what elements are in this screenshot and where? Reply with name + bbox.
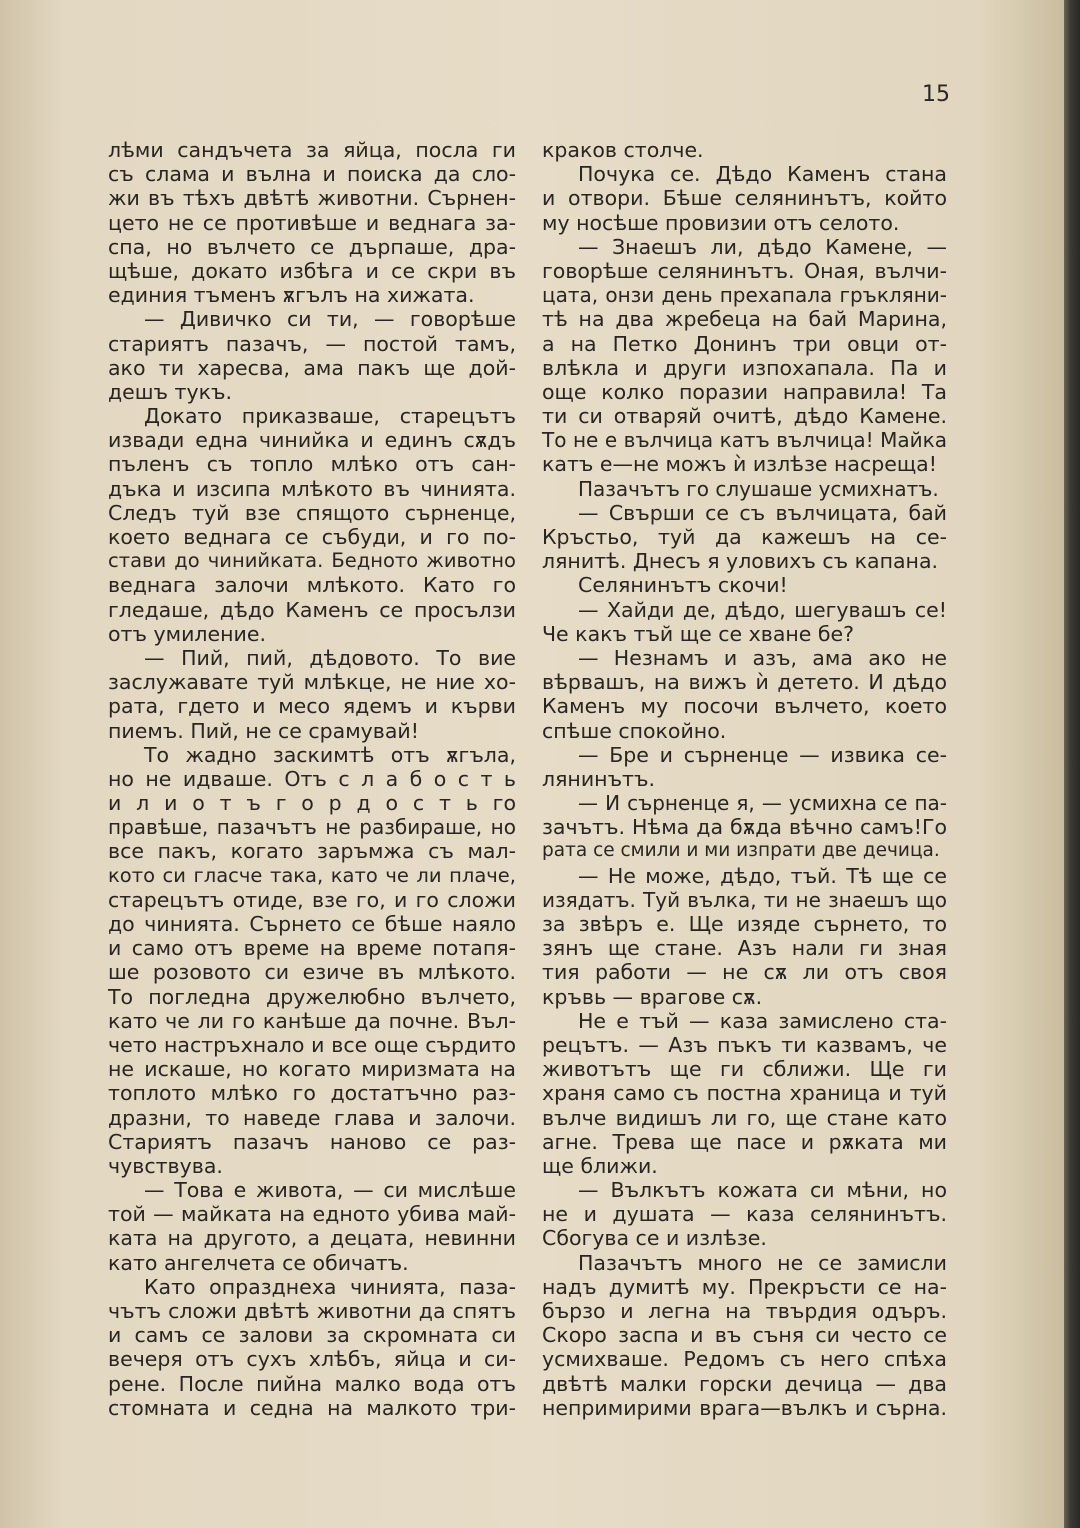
text-line: топлото млѣко го достатъчно раз- <box>108 1081 516 1106</box>
text-line: Стариятъ пазачъ наново се раз- <box>108 1129 516 1154</box>
text-line: цата, онзи день прехапала гръкляни- <box>542 283 947 308</box>
text-line: щѣше, докато избѣга и се скри въ <box>108 258 516 283</box>
text-line: рата, гдето и месо ядемъ и кърви <box>108 694 516 719</box>
text-line: говорѣше селянинътъ. Оная, вълчи- <box>542 258 947 283</box>
text-line: Че какъ тъй ще се хване бе? <box>542 621 855 646</box>
text-line: и л и о т ъ г о р д о с т ь го <box>108 791 516 816</box>
text-line: То жадно заскимтѣ отъ ѫгъла, <box>144 742 516 767</box>
text-line: стариятъ пазачъ, — постой тамъ, <box>108 331 516 356</box>
text-line: все пакъ, когато заръмжа съ мал- <box>108 839 516 864</box>
text-line: изядатъ. Туй вълка, ти не знаешъ що <box>542 887 947 912</box>
text-line: дразни, то наведе глава и залочи. <box>108 1105 516 1130</box>
text-line: агне. Трева ще пасе и рѫката ми <box>542 1129 947 1154</box>
text-line: То погледна дружелюбно вълчето, <box>108 984 516 1009</box>
text-line: жи въ тѣхъ двѣтѣ животни. Сърнен- <box>108 186 516 211</box>
text-line: Пазачътъ го слушаше усмихнатъ. <box>578 476 939 501</box>
text-line: ако ти харесва, ама пакъ ще дой- <box>108 355 516 380</box>
text-line: — Знаешъ ли, дѣдо Камене, — <box>578 234 947 259</box>
text-line: чувствува. <box>108 1153 223 1178</box>
text-line: рецътъ. — Азъ пъкъ ти казвамъ, че <box>542 1032 947 1057</box>
text-line: Кръстьо, туй да кажешъ на се- <box>542 525 947 549</box>
text-line: за звѣръ е. Ще изяде сърнето, то <box>542 912 947 936</box>
text-line: спѣше спокойно. <box>542 718 727 743</box>
text-line: чътъ сложи двѣтѣ животни да спятъ <box>108 1299 516 1323</box>
text-line: непримирими врага—вълкъ и сърна. <box>542 1395 947 1420</box>
text-line: — Не може, дѣдо, тъй. Тѣ ще се <box>578 863 947 888</box>
text-line: съ слама и вълна и поиска да сло- <box>108 162 516 187</box>
text-line: и само отъ време на време потапя- <box>108 936 516 961</box>
text-line: пиемъ. Пий, не се срамувай! <box>108 718 419 743</box>
text-line: ката на другото, а децата, невинни <box>108 1226 516 1251</box>
text-line: веднага залочи млѣкото. Като го <box>108 573 516 598</box>
text-line: ще ближи. <box>542 1153 658 1178</box>
book-binding-edge <box>1064 0 1080 1528</box>
text-line: животътъ ще ги сближи. Ще ги <box>542 1057 947 1082</box>
text-line: вѣрвашъ, на вижъ ѝ детето. И дѣдо <box>542 670 947 695</box>
text-line: храня само съ постна храница и туй <box>542 1081 947 1106</box>
text-line: катъ е—не можъ ѝ излѣзе насреща! <box>542 452 937 477</box>
text-line: правѣше, пазачътъ не разбираше, но <box>108 815 516 840</box>
text-line: и отвори. Бѣше селянинътъ, който <box>542 186 947 211</box>
text-line: единия тъменъ ѫгълъ на хижата. <box>108 283 475 308</box>
text-line: не искаше, но когато миризмата на <box>108 1057 516 1082</box>
text-line: гледаше, дѣдо Каменъ се просълзи <box>108 597 516 622</box>
text-line: до чинията. Сърнето се бѣше наяло <box>108 912 516 936</box>
text-line: лѣми сандъчета за яйца, посла ги <box>108 138 516 162</box>
text-line: лянитѣ. Днесъ я уловихъ съ капана. <box>542 549 939 574</box>
text-line: вълче видишъ ли го, ще стане като <box>542 1105 947 1130</box>
text-line: — Свърши се съ вълчицата, бай <box>578 500 947 525</box>
page-number: 15 <box>922 82 950 107</box>
text-line: То не е вълчица катъ вълчица! Майка <box>542 428 947 453</box>
text-line: Скоро заспа и въ съня си често се <box>542 1323 947 1348</box>
text-line: рене. После пийна малко вода отъ <box>108 1371 516 1396</box>
text-line: влѣкла и други изпохапала. Па и <box>542 355 947 380</box>
text-line: старецътъ отиде, взе го, и го сложи <box>108 887 516 912</box>
text-line: стави до чинийката. Бедното животно <box>108 549 516 573</box>
text-line: което веднага се събуди, и го по- <box>108 525 516 549</box>
text-line: тѣ на два жребеца на бай Марина, <box>542 307 947 332</box>
text-line: тия работи — не сѫ ли отъ своя <box>542 960 947 985</box>
text-line: му носѣше провизии отъ селото. <box>542 210 900 235</box>
text-line: цето не се противѣше и веднага за- <box>108 210 516 235</box>
text-line: Следъ туй взе спящото сърненце, <box>108 500 516 525</box>
text-line: кото си гласче така, като че ли плаче, <box>108 863 516 887</box>
right-text-column <box>542 138 947 1420</box>
text-line: кръвь — врагове сѫ. <box>542 984 763 1009</box>
text-line: чето настръхнало и все още сърдито <box>108 1032 516 1057</box>
text-line: извади една чинийка и единъ сѫдъ <box>108 428 516 453</box>
text-line: усмихваше. Редомъ съ него спѣха <box>542 1347 947 1372</box>
text-line: — Незнамъ и азъ, ама ако не <box>578 645 947 670</box>
text-line: — Хайди де, дѣдо, шегувашъ се! <box>578 597 947 622</box>
text-line: отъ умиление. <box>108 621 266 646</box>
text-line: той — майката на едното убива май- <box>108 1202 516 1227</box>
text-line: като че ли го канѣше да почне. Въл- <box>108 1008 516 1033</box>
text-line: зачътъ. Нѣма да бѫда вѣчно самъ!Го <box>542 815 947 840</box>
text-line: — Бре и сърненце — извика се- <box>578 742 947 767</box>
text-line: рата се смили и ми изпрати две дечица. <box>542 840 940 862</box>
text-line: Като опразднеха чинията, паза- <box>144 1274 516 1299</box>
text-line: Селянинътъ скочи! <box>578 573 788 598</box>
text-line: Пазачътъ много не се замисли <box>578 1250 947 1275</box>
text-line: — И сърненце я, — усмихна се па- <box>578 791 947 816</box>
text-line: а на Петко Донинъ три овци от- <box>542 331 947 356</box>
text-line: и самъ се залови за скромната си <box>108 1323 516 1348</box>
text-line: Докато приказваше, старецътъ <box>144 404 516 429</box>
text-line: ше розовото си езиче въ млѣкото. <box>108 960 516 985</box>
text-line: Не е тъй — каза замислено ста- <box>578 1008 947 1033</box>
text-line: — Вълкътъ кожата си мѣни, но <box>578 1178 947 1203</box>
text-line: Каменъ му посочи вълчето, което <box>542 694 947 719</box>
text-line: не и душата — каза селянинътъ. <box>542 1202 947 1227</box>
text-line: дешъ тукъ. <box>108 379 233 404</box>
text-line: краков столче. <box>542 138 704 162</box>
text-line: бързо и легна на твърдия одъръ. <box>542 1299 947 1323</box>
text-line: надъ думитѣ му. Прекръсти се на- <box>542 1274 947 1299</box>
text-line: двѣтѣ малки горски дечица — два <box>542 1371 947 1396</box>
text-line: спа, но вълчето се дърпаше, дра- <box>108 234 516 259</box>
text-line: стомната и седна на малкото три- <box>108 1395 516 1420</box>
text-line: — Пий, пий, дѣдовото. То вие <box>144 645 516 670</box>
text-line: като ангелчета се обичатъ. <box>108 1250 409 1275</box>
text-line: Почука се. Дѣдо Каменъ стана <box>578 162 947 187</box>
left-text-column <box>108 138 516 1420</box>
text-line: дъка и изсипа млѣкото въ чинията. <box>108 476 516 501</box>
text-line: ти си отваряй очитѣ, дѣдо Камене. <box>542 404 947 429</box>
text-line: лянинътъ. <box>542 766 655 791</box>
text-line: пъленъ съ топло млѣко отъ сан- <box>108 452 516 477</box>
text-line: заслужавате туй млѣкце, не ние хо- <box>108 670 516 695</box>
text-line: Сбогува се и излѣзе. <box>542 1226 767 1251</box>
text-line: още колко поразии направила! Та <box>542 379 947 404</box>
text-line: зянъ ще стане. Азъ нали ги зная <box>542 936 947 961</box>
text-line: — Дивичко си ти, — говорѣше <box>144 307 516 332</box>
text-line: — Това е живота, — си мислѣше <box>144 1178 516 1203</box>
text-line: вечеря отъ сухъ хлѣбъ, яйца и си- <box>108 1347 516 1372</box>
text-line: но не идваше. Отъ с л а б о с т ь <box>108 766 516 791</box>
